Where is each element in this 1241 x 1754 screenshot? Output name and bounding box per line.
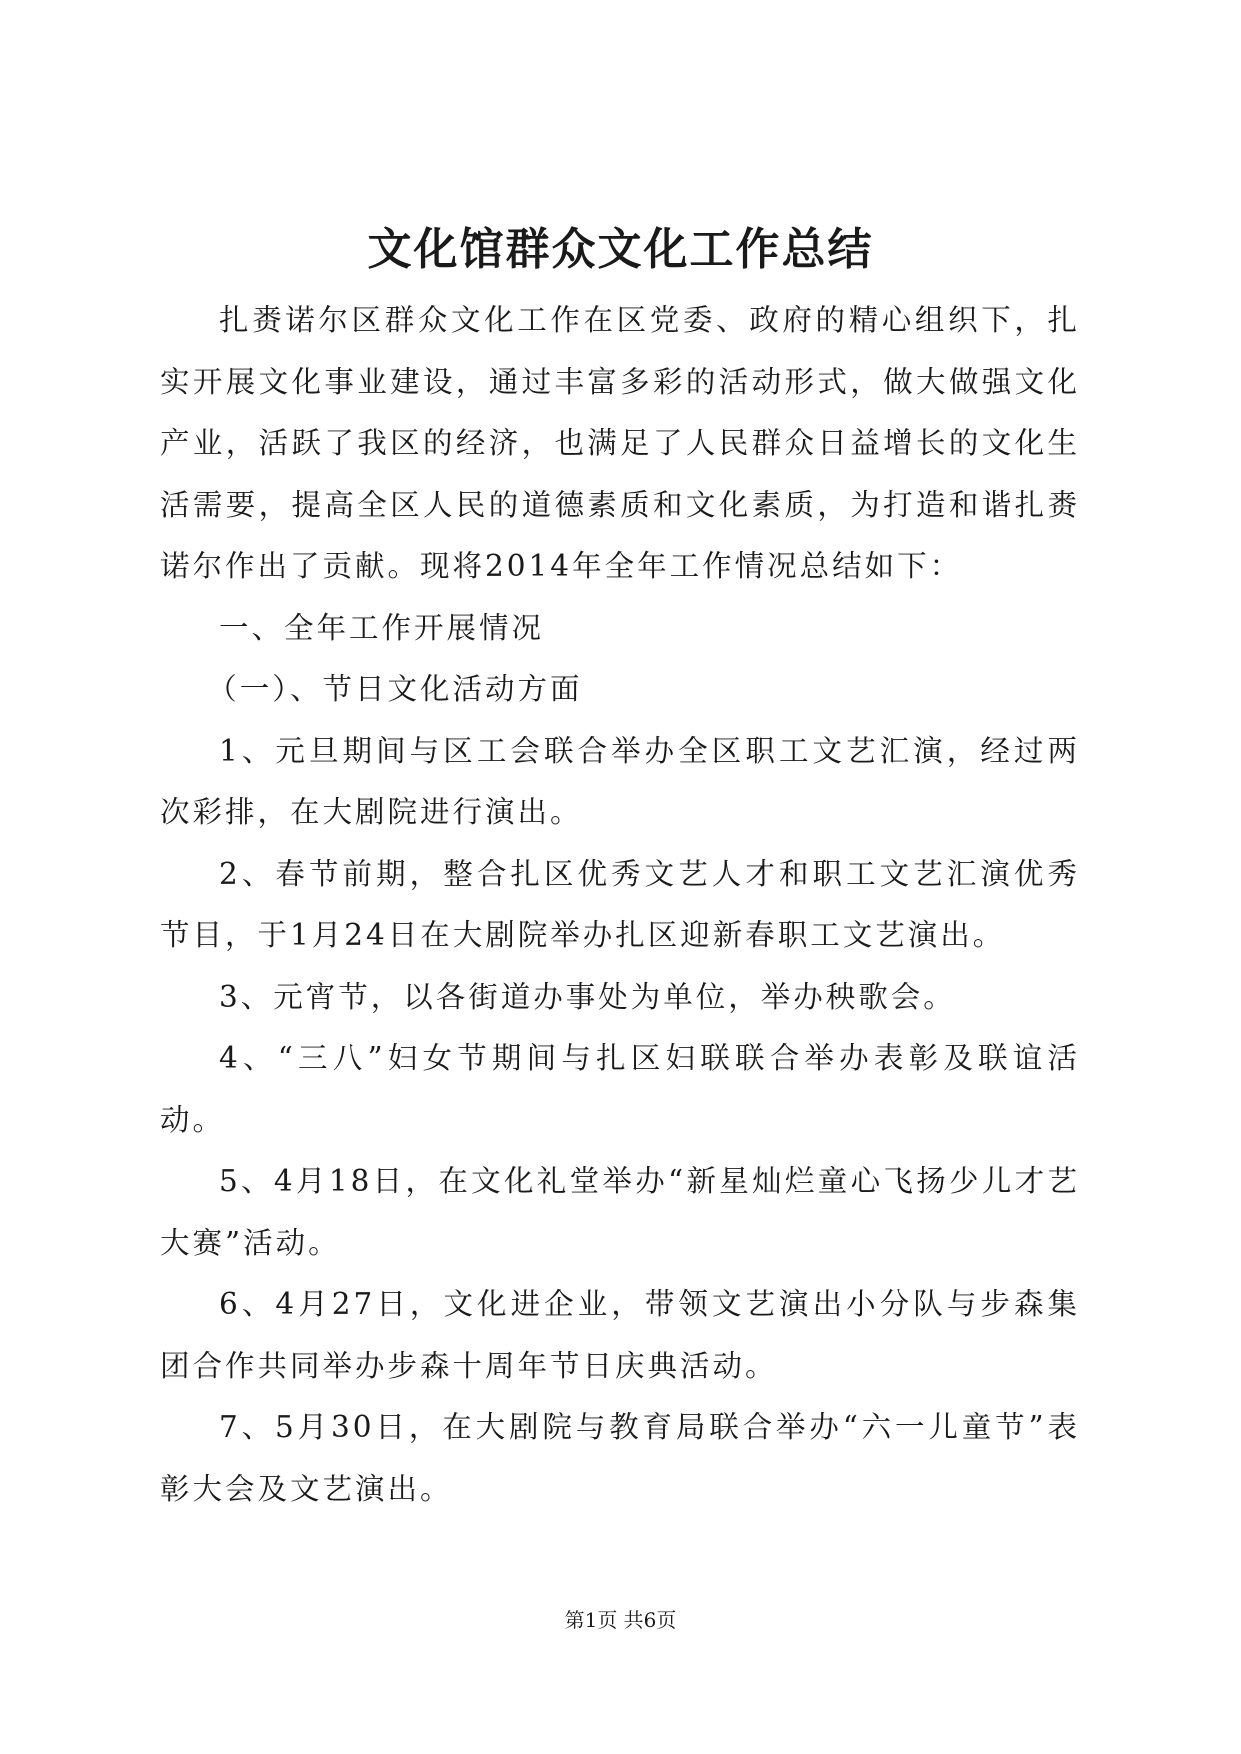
list-item: 2、春节前期，整合扎区优秀文艺人才和职工文艺汇演优秀节目，于1月24日在大剧院举办扎区迎新春职工文艺演出。: [160, 856, 1080, 952]
page-number-footer: 第1页 共6页: [564, 1608, 677, 1632]
list-item: 4、“三八”妇女节期间与扎区妇联联合举办表彰及联谊活动。: [160, 1041, 1080, 1137]
list-item: 5、4月18日，在文化礼堂举办“新星灿烂童心飞扬少儿才艺大赛”活动。: [160, 1164, 1080, 1260]
document-body: [160, 290, 1080, 1520]
list-item: 3、元宵节，以各街道办事处为单位，举办秧歌会。: [219, 979, 956, 1014]
list-item: 1、元旦期间与区工会联合举办全区职工文艺汇演，经过两次彩排，在大剧院进行演出。: [160, 733, 1080, 829]
list-item: 6、4月27日，文化进企业，带领文艺演出小分队与步森集团合作共同举办步森十周年节日庆典活动。: [160, 1287, 1080, 1383]
document-title: 文化馆群众文化工作总结: [367, 224, 874, 275]
list-item: 7、5月30日，在大剧院与教育局联合举办“六一儿童节”表彰大会及文艺演出。: [160, 1410, 1080, 1506]
intro-paragraph: 扎赉诺尔区群众文化工作在区党委、政府的精心组织下，扎实开展文化事业建设，通过丰富多彩的活动形式，做大做强文化产业，活跃了我区的经济，也满足了人民群众日益增长的文化生活需要，提高全区人民的道德素质和文化素质，为打造和谐扎赉诺尔作出了贡献。现将2014年全年工作情况总结如下：: [160, 303, 1080, 583]
subsection-heading: （一）、节日文化活动方面: [207, 672, 583, 706]
section-heading: 一、全年工作开展情况: [219, 610, 545, 645]
